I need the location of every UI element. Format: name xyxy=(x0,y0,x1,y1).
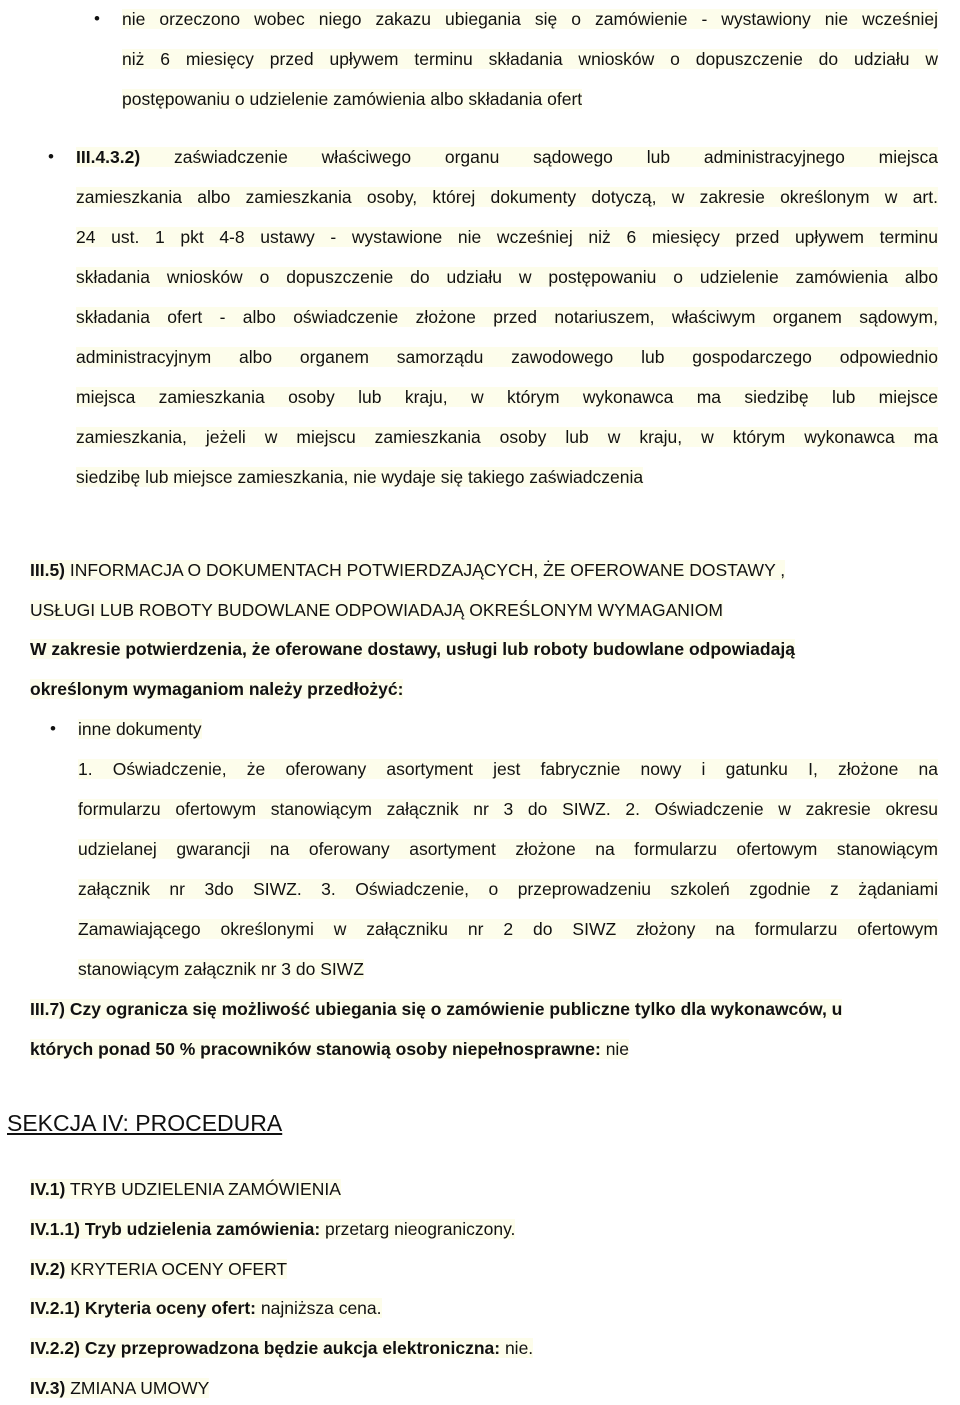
iv11-line: IV.1.1) Tryb udzielenia zamówienia: przetarg nieograniczony. xyxy=(30,1219,516,1239)
iii5-heading-line2: USŁUGI LUB ROBOTY BUDOWLANE ODPOWIADAJĄ OKREŚLONYM WYMAGANIOM xyxy=(30,600,723,620)
iii7-line2: których ponad 50 % pracowników stanowią osoby niepełnosprawne: nie xyxy=(30,1039,630,1059)
bullet2-line7: miejsca zamieszkania osoby lub kraju, w którym wykonawca ma siedzibę lub miejsce xyxy=(76,387,938,407)
section-iv-title: SEKCJA IV: PROCEDURA xyxy=(7,1110,283,1136)
iii5-text-line1: 1. Oświadczenie, że oferowany asortyment jest fabrycznie nowy i gatunku I, złożone na xyxy=(78,759,938,779)
bullet-marker: • xyxy=(94,9,100,28)
iii5-text-line2: formularzu ofertowym stanowiącym załącznik nr 3 do SIWZ. 2. Oświadczenie w zakresie okresu xyxy=(78,799,938,819)
bullet2-line6: administracyjnym albo organem samorządu zawodowego lub gospodarczego odpowiednio xyxy=(76,347,938,367)
bullet2-line5: składania ofert - albo oświadczenie złożone przed notariuszem, właściwym organem sądowym, xyxy=(76,307,938,327)
bullet2-line8: zamieszkania, jeżeli w miejscu zamieszkania osoby lub w kraju, w którym wykonawca ma xyxy=(76,427,938,447)
bullet1-line2: niż 6 miesięcy przed upływem terminu składania wniosków o dopuszczenie do udziału w xyxy=(122,49,938,69)
iii5-text-line3: udzielanej gwarancji na oferowany asortyment złożone na formularzu ofertowym stanowiącym xyxy=(78,839,938,859)
bullet1-line3: postępowaniu o udzielenie zamówienia albo składania ofert xyxy=(122,89,583,109)
iv22-line: IV.2.2) Czy przeprowadzona będzie aukcja elektroniczna: nie. xyxy=(30,1338,534,1358)
bullet2-line9: siedzibę lub miejsce zamieszkania, nie wydaje się takiego zaświadczenia xyxy=(76,467,644,487)
bullet2-line3: 24 ust. 1 pkt 4-8 ustawy - wystawione nie wcześniej niż 6 miesięcy przed upływem terminu xyxy=(76,227,938,247)
iv21-line: IV.2.1) Kryteria oceny ofert: najniższa cena. xyxy=(30,1298,382,1318)
iv1-heading: IV.1) TRYB UDZIELENIA ZAMÓWIENIA xyxy=(30,1179,341,1199)
bullet2-line1: III.4.3.2) zaświadczenie właściwego organu sądowego lub administracyjnego miejsca xyxy=(76,147,938,167)
iii5-text-line6: stanowiącym załącznik nr 3 do SIWZ xyxy=(78,959,364,979)
iii5-text-line4: załącznik nr 3do SIWZ. 3. Oświadczenie, o przeprowadzeniu szkoleń zgodnie z żądaniami xyxy=(78,879,938,899)
iii5-heading-line1: III.5) INFORMACJA O DOKUMENTACH POTWIERDZAJĄCYCH, ŻE OFEROWANE DOSTAWY , xyxy=(30,560,786,580)
iii5-bullet-label: inne dokumenty xyxy=(78,719,202,739)
iv2-heading: IV.2) KRYTERIA OCENY OFERT xyxy=(30,1259,288,1279)
iii7-line1: III.7) Czy ogranicza się możliwość ubiegania się o zamówienie publiczne tylko dla wykonawców, u xyxy=(30,999,843,1019)
bullet2-line2: zamieszkania albo zamieszkania osoby, której dokumenty dotyczą, w zakresie określonym w art. xyxy=(76,187,938,207)
iv3-heading: IV.3) ZMIANA UMOWY xyxy=(30,1378,210,1398)
iii5-intro-line2: określonym wymaganiom należy przedłożyć: xyxy=(30,679,404,699)
bullet1-line1: nie orzeczono wobec niego zakazu ubiegania się o zamówienie - wystawiony nie wcześniej xyxy=(122,9,938,29)
bullet2-line4: składania wniosków o dopuszczenie do udziału w postępowaniu o udzielenie zamówienia albo xyxy=(76,267,938,287)
bullet-marker: • xyxy=(50,719,56,738)
bullet-marker: • xyxy=(48,147,54,166)
iii5-text-line5: Zamawiającego określonymi w załączniku nr 2 do SIWZ złożony na formularzu ofertowym xyxy=(78,919,938,939)
iii5-intro-line1: W zakresie potwierdzenia, że oferowane dostawy, usługi lub roboty budowlane odpowiadają xyxy=(30,639,795,659)
